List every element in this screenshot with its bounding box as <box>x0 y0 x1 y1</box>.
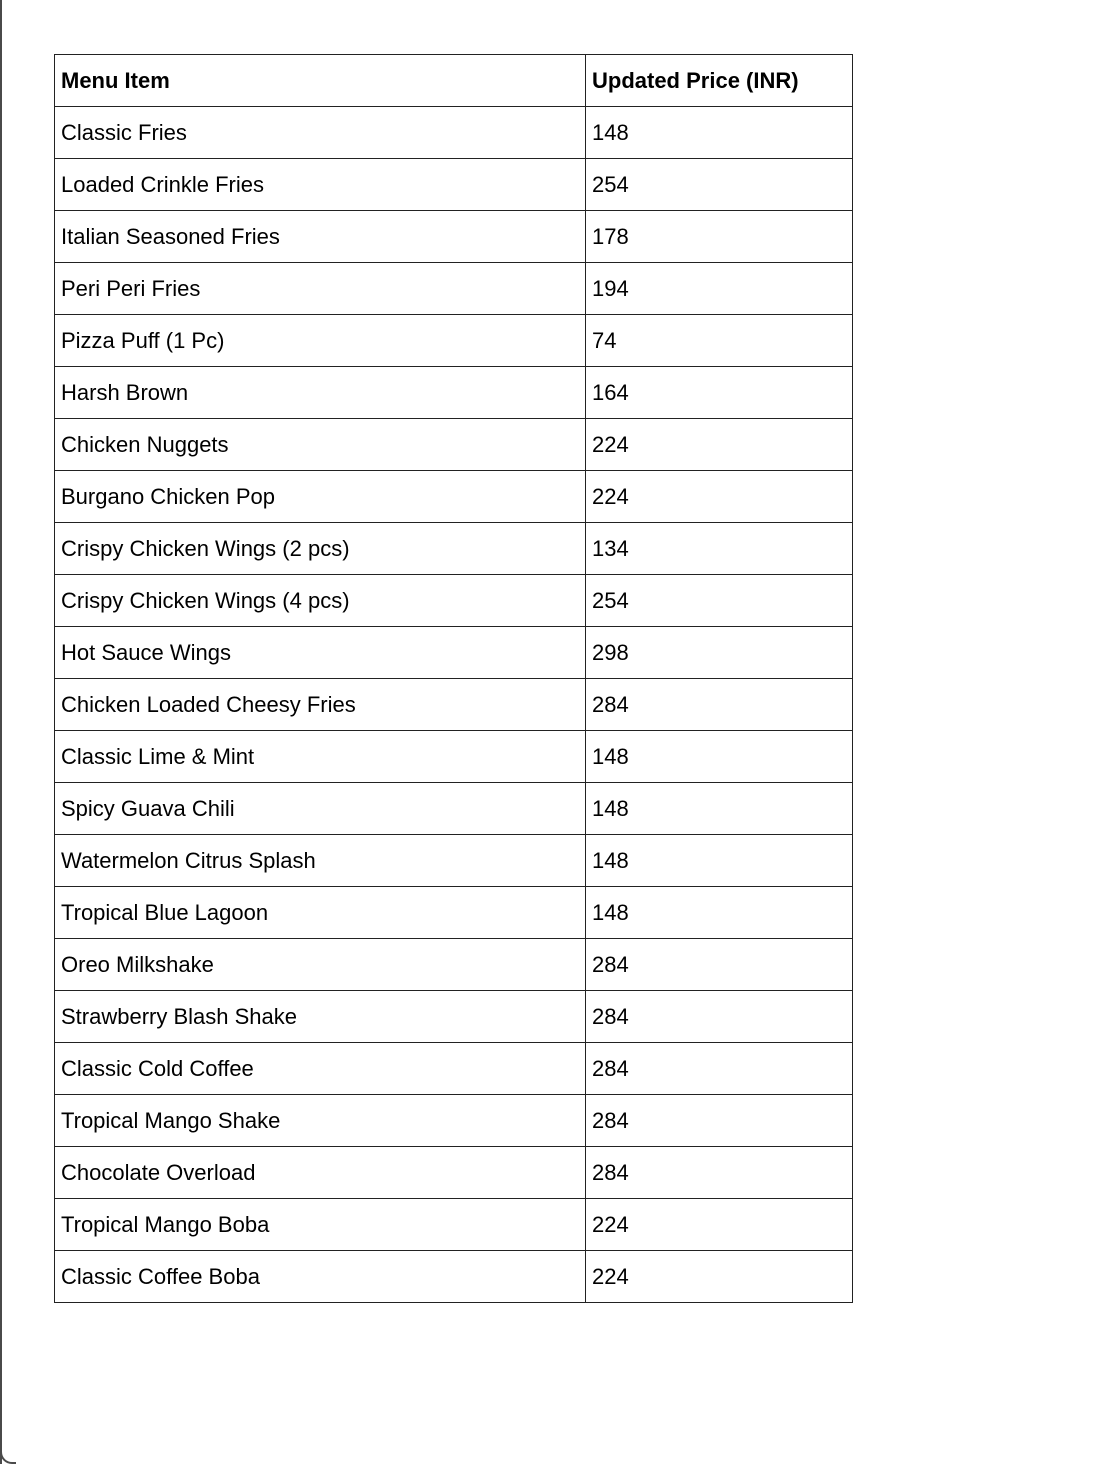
menu-item-cell: Spicy Guava Chili <box>55 783 586 835</box>
table-row <box>55 523 853 575</box>
price-cell: 148 <box>586 783 853 835</box>
price-cell: 224 <box>586 1251 853 1303</box>
price-cell: 74 <box>586 315 853 367</box>
menu-item-cell: Watermelon Citrus Splash <box>55 835 586 887</box>
table-row <box>55 1199 853 1251</box>
table-row <box>55 731 853 783</box>
price-cell: 224 <box>586 419 853 471</box>
price-cell: 224 <box>586 471 853 523</box>
column-header-menu-item: Menu Item <box>55 55 586 107</box>
table-row <box>55 991 853 1043</box>
table-header-row <box>55 55 853 107</box>
table-row <box>55 263 853 315</box>
menu-item-cell: Burgano Chicken Pop <box>55 471 586 523</box>
table-row <box>55 367 853 419</box>
menu-item-cell: Classic Coffee Boba <box>55 1251 586 1303</box>
table-row <box>55 783 853 835</box>
price-cell: 178 <box>586 211 853 263</box>
menu-item-cell: Crispy Chicken Wings (2 pcs) <box>55 523 586 575</box>
menu-item-cell: Chocolate Overload <box>55 1147 586 1199</box>
price-cell: 284 <box>586 679 853 731</box>
table-row <box>55 939 853 991</box>
table-row <box>55 679 853 731</box>
menu-item-cell: Hot Sauce Wings <box>55 627 586 679</box>
price-cell: 148 <box>586 887 853 939</box>
menu-item-cell: Tropical Blue Lagoon <box>55 887 586 939</box>
table-row <box>55 159 853 211</box>
menu-item-cell: Strawberry Blash Shake <box>55 991 586 1043</box>
menu-item-cell: Classic Fries <box>55 107 586 159</box>
price-cell: 284 <box>586 939 853 991</box>
price-cell: 164 <box>586 367 853 419</box>
price-cell: 284 <box>586 991 853 1043</box>
price-cell: 148 <box>586 107 853 159</box>
table-row <box>55 575 853 627</box>
table-row <box>55 835 853 887</box>
menu-item-cell: Tropical Mango Shake <box>55 1095 586 1147</box>
price-cell: 254 <box>586 575 853 627</box>
menu-item-cell: Pizza Puff (1 Pc) <box>55 315 586 367</box>
price-cell: 194 <box>586 263 853 315</box>
column-header-updated-price: Updated Price (INR) <box>586 55 853 107</box>
menu-item-cell: Italian Seasoned Fries <box>55 211 586 263</box>
price-cell: 298 <box>586 627 853 679</box>
menu-price-table <box>54 54 853 1303</box>
menu-item-cell: Tropical Mango Boba <box>55 1199 586 1251</box>
menu-item-cell: Classic Cold Coffee <box>55 1043 586 1095</box>
table-row <box>55 315 853 367</box>
table-row <box>55 1147 853 1199</box>
table-row <box>55 1251 853 1303</box>
price-cell: 134 <box>586 523 853 575</box>
table-row <box>55 887 853 939</box>
price-cell: 284 <box>586 1147 853 1199</box>
price-cell: 148 <box>586 835 853 887</box>
table-body <box>55 107 853 1303</box>
menu-item-cell: Loaded Crinkle Fries <box>55 159 586 211</box>
price-cell: 148 <box>586 731 853 783</box>
table-row <box>55 1095 853 1147</box>
menu-item-cell: Chicken Loaded Cheesy Fries <box>55 679 586 731</box>
menu-item-cell: Classic Lime & Mint <box>55 731 586 783</box>
table-row <box>55 211 853 263</box>
menu-item-cell: Peri Peri Fries <box>55 263 586 315</box>
price-cell: 284 <box>586 1043 853 1095</box>
table-row <box>55 1043 853 1095</box>
menu-item-cell: Crispy Chicken Wings (4 pcs) <box>55 575 586 627</box>
price-cell: 224 <box>586 1199 853 1251</box>
price-cell: 254 <box>586 159 853 211</box>
table-row <box>55 107 853 159</box>
table-row <box>55 627 853 679</box>
menu-item-cell: Chicken Nuggets <box>55 419 586 471</box>
menu-item-cell: Harsh Brown <box>55 367 586 419</box>
menu-item-cell: Oreo Milkshake <box>55 939 586 991</box>
table-row <box>55 471 853 523</box>
price-cell: 284 <box>586 1095 853 1147</box>
table-row <box>55 419 853 471</box>
